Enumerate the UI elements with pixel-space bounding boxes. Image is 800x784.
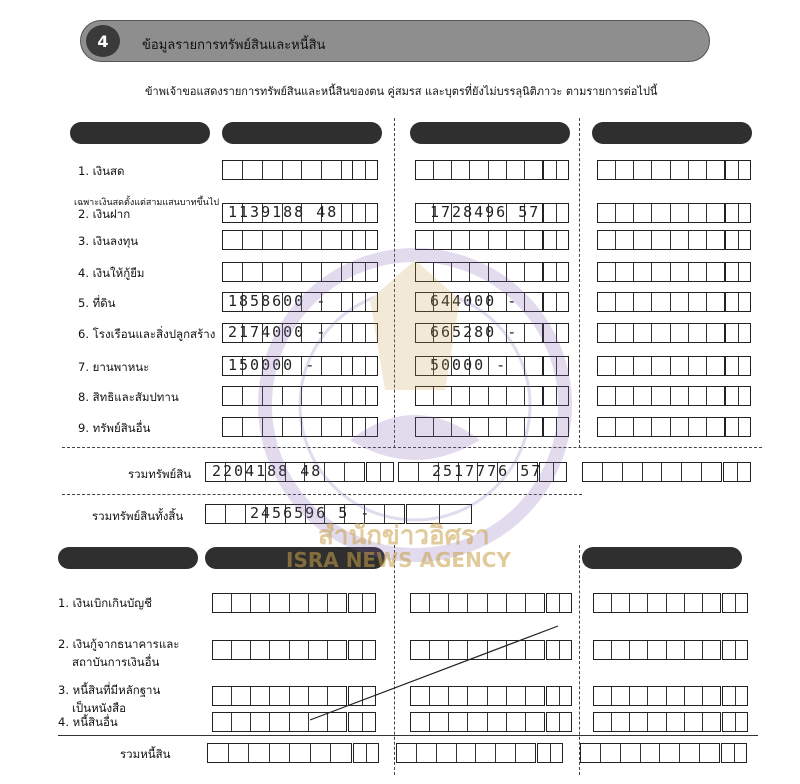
asset-child-satang-box[interactable] — [725, 262, 751, 282]
debt-total-self-box[interactable] — [207, 743, 352, 763]
cancel-stroke — [300, 620, 570, 730]
asset-child-satang-box[interactable] — [725, 386, 751, 406]
asset-child-satang-box[interactable] — [725, 417, 751, 437]
asset-label: 2. เงินฝาก — [78, 207, 131, 221]
asset-spouse-satang-box[interactable] — [543, 203, 569, 223]
asset-child-amount-box[interactable] — [597, 417, 725, 437]
asset-label: 1. เงินสด — [78, 164, 125, 178]
debt-total-label: รวมหนี้สิน — [120, 747, 171, 761]
asset-self-satang-box[interactable] — [352, 160, 378, 180]
debt-total-spouse-satang[interactable] — [537, 743, 563, 763]
debt-child-satang-box[interactable] — [722, 712, 748, 732]
asset-header-item — [70, 122, 210, 144]
asset-child-amount-box[interactable] — [597, 292, 725, 312]
asset-label: 5. ที่ดิน — [78, 296, 116, 310]
debt-label: 4. หนี้สินอื่น — [58, 715, 118, 729]
debt-total-child-box[interactable] — [580, 743, 720, 763]
debt-child-satang-box[interactable] — [722, 593, 748, 613]
asset-child-amount-box[interactable] — [597, 230, 725, 250]
asset-total-child-satang[interactable] — [723, 462, 751, 482]
asset-child-satang-box[interactable] — [725, 160, 751, 180]
asset-child-satang-box[interactable] — [725, 203, 751, 223]
asset-total-spouse-value: 2517776 57 — [432, 462, 543, 480]
asset-self-satang-box[interactable] — [352, 203, 378, 223]
debt-child-amount-box[interactable] — [593, 640, 721, 660]
asset-child-amount-box[interactable] — [597, 203, 725, 223]
debt-child-amount-box[interactable] — [593, 593, 721, 613]
asset-child-satang-box[interactable] — [725, 356, 751, 376]
asset-label: 8. สิทธิและสัมปทาน — [78, 390, 179, 404]
debt-label: 1. เงินเบิกเกินบัญชี — [58, 596, 152, 610]
column-divider — [579, 545, 580, 775]
asset-child-amount-box[interactable] — [597, 386, 725, 406]
divider — [58, 735, 758, 736]
asset-child-satang-box[interactable] — [725, 292, 751, 312]
asset-label: 3. เงินลงทุน — [78, 234, 139, 248]
asset-label: 6. โรงเรือนและสิ่งปลูกสร้าง — [78, 327, 216, 341]
asset-label: 9. ทรัพย์สินอื่น — [78, 421, 151, 435]
debt-label: 2. เงินกู้จากธนาคารและ — [58, 637, 180, 651]
asset-label: 4. เงินให้กู้ยืม — [78, 266, 145, 280]
asset-total-child-box[interactable] — [582, 462, 722, 482]
debt-label-line2: เป็นหนังสือ — [72, 701, 127, 715]
asset-child-amount-box[interactable] — [597, 262, 725, 282]
asset-child-satang-box[interactable] — [725, 323, 751, 343]
asset-spouse-amount-box[interactable] — [415, 160, 543, 180]
asset-spouse-value: 50000 - — [430, 356, 508, 374]
asset-child-amount-box[interactable] — [597, 356, 725, 376]
section-number-badge: 4 — [86, 25, 120, 57]
asset-self-value: 1858600 - — [228, 292, 328, 310]
asset-total-self-value: 2204188 48 — [212, 462, 323, 480]
debt-child-amount-box[interactable] — [593, 712, 721, 732]
debt-self-satang-box[interactable] — [348, 593, 376, 613]
asset-grand-total-value: 2456596 5 - — [250, 504, 372, 522]
watermark-text-thai: สำนักข่าวอิศรา — [318, 521, 490, 551]
asset-child-amount-box[interactable] — [597, 160, 725, 180]
asset-self-amount-box[interactable] — [222, 160, 362, 180]
asset-note: เฉพาะเงินสดตั้งแต่สามแสนบาทขึ้นไป — [74, 198, 220, 208]
intro-text: ข้าพเจ้าขอแสดงรายการทรัพย์สินและหนี้สินของตน คู่สมรส และบุตรที่ยังไม่บรรลุนิติภาวะ ตามรายการต่อไปนี้ — [145, 85, 658, 98]
debt-child-satang-box[interactable] — [722, 686, 748, 706]
debt-child-amount-box[interactable] — [593, 686, 721, 706]
asset-self-value: 1139188 48 — [228, 203, 339, 221]
debt-label: 3. หนี้สินที่มีหลักฐาน — [58, 683, 161, 697]
asset-self-value: 2174000 - — [228, 323, 328, 341]
asset-spouse-value: 1728496 57 — [430, 203, 541, 221]
asset-header-self — [222, 122, 382, 144]
watermark-text-english: ISRA NEWS AGENCY — [286, 548, 511, 572]
asset-total-label: รวมทรัพย์สิน — [128, 467, 192, 481]
debt-header-child — [582, 547, 742, 569]
asset-label: 7. ยานพาหนะ — [78, 360, 150, 374]
debt-total-child-satang[interactable] — [721, 743, 747, 763]
section-title: ข้อมูลรายการทรัพย์สินและหนี้สิน — [142, 38, 326, 53]
asset-spouse-value: 665280 - — [430, 323, 519, 341]
asset-header-child — [592, 122, 752, 144]
asset-spouse-satang-box[interactable] — [543, 160, 569, 180]
debt-spouse-satang-box[interactable] — [546, 593, 572, 613]
asset-grand-total-label: รวมทรัพย์สินทั้งสิ้น — [92, 509, 184, 523]
debt-label-line2: สถาบันการเงินอื่น — [72, 655, 160, 669]
asset-header-spouse — [410, 122, 570, 144]
debt-header-item — [58, 547, 198, 569]
debt-total-spouse-box[interactable] — [396, 743, 536, 763]
debt-self-amount-box[interactable] — [212, 593, 347, 613]
asset-child-satang-box[interactable] — [725, 230, 751, 250]
asset-child-amount-box[interactable] — [597, 323, 725, 343]
debt-child-satang-box[interactable] — [722, 640, 748, 660]
asset-self-value: 150000 - — [228, 356, 317, 374]
asset-spouse-value: 644000 - — [430, 292, 519, 310]
debt-total-self-satang[interactable] — [353, 743, 379, 763]
debt-spouse-amount-box[interactable] — [410, 593, 545, 613]
